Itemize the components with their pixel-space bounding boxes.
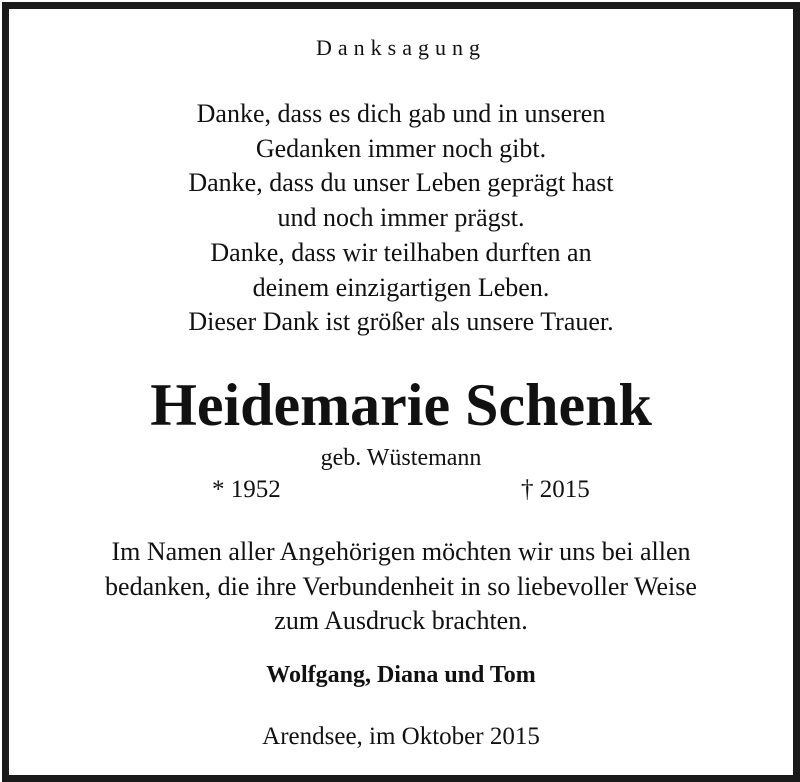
- deceased-name: Heidemarie Schenk: [150, 372, 652, 438]
- thanks-line: zum Ausdruck brachten.: [274, 606, 528, 635]
- signers: Wolfgang, Diana und Tom: [266, 662, 536, 688]
- poem-block: [9, 97, 793, 340]
- thanks-block: [9, 535, 793, 639]
- thanks-line: bedanken, die ihre Verbundenheit in so liebevoller Weise: [105, 571, 697, 601]
- death-year: † 2015: [521, 476, 590, 503]
- poem-line: Danke, dass es dich gab und in unseren: [196, 99, 606, 128]
- poem-line: Danke, dass wir teilhaben durften an: [210, 237, 592, 267]
- birth-year: * 1952: [212, 476, 281, 503]
- thanks-line: Im Namen aller Angehörigen möchten wir uns bei allen: [111, 537, 691, 566]
- poem-line: deinem einzigartigen Leben.: [252, 272, 550, 302]
- obituary-notice: [2, 2, 800, 782]
- poem-line: Dieser Dank ist größer als unsere Trauer.: [188, 307, 614, 337]
- poem-line: Gedanken immer noch gibt.: [255, 133, 547, 163]
- poem-line: und noch immer prägst.: [277, 203, 525, 233]
- poem-line: Danke, dass du unser Leben geprägt hast: [188, 168, 614, 198]
- notice-heading: Danksagung: [316, 35, 486, 60]
- place-date: Arendsee, im Oktober 2015: [262, 723, 540, 750]
- maiden-name: geb. Wüstemann: [320, 445, 482, 471]
